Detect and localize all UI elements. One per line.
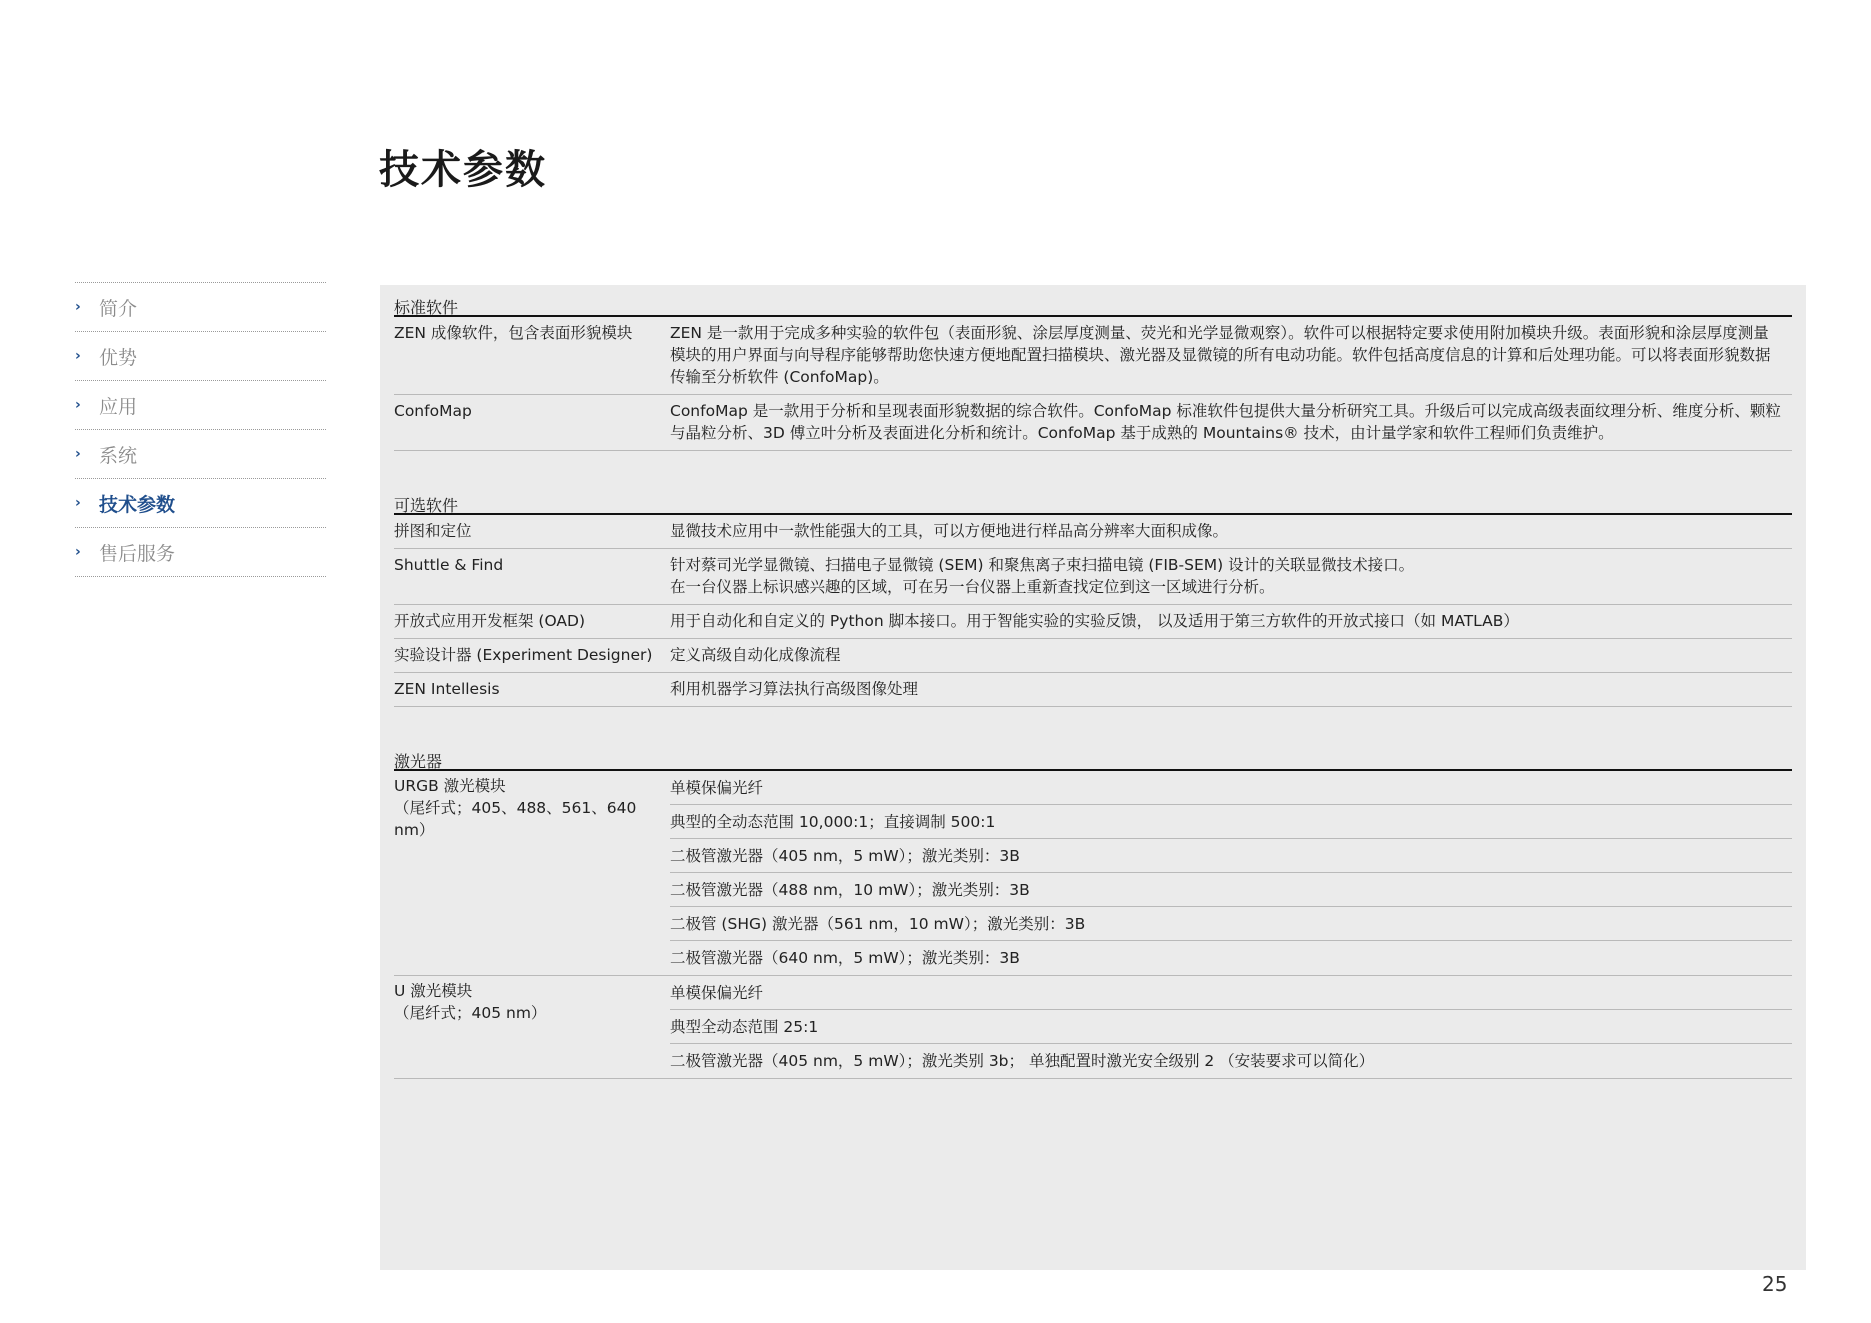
row-label: ConfoMap <box>394 402 472 420</box>
row-label: 拼图和定位 <box>394 522 472 540</box>
chevron-right-icon: › <box>75 446 81 462</box>
value-line: 在一台仪器上标识感兴趣的区域，可在另一台仪器上重新查找定位到这一区域进行分析。 <box>670 578 1275 596</box>
nav-item-label: 优势 <box>99 346 138 369</box>
value-line: 与晶粒分析、3D 傅立叶分析及表面进化分析和统计。ConfoMap 基于成熟的 Mountains® 技术，由计量学家和软件工程师们负责维护。 <box>670 424 1614 442</box>
chevron-right-icon: › <box>75 397 81 413</box>
value-line: 定义高级自动化成像流程 <box>670 646 841 664</box>
label-line: （尾纤式；405、488、561、640 nm） <box>394 799 637 839</box>
value-line: 针对蔡司光学显微镜、扫描电子显微镜 (SEM) 和聚焦离子束扫描电镜 (FIB-SEM) 设计的关联显微技术接口。 <box>670 556 1415 574</box>
table-row <box>394 317 1792 395</box>
page-title: 技术参数 <box>379 147 547 193</box>
value-line: ZEN 是一款用于完成多种实验的软件包（表面形貌、涂层厚度测量、荧光和光学显微观察）。软件可以根据特定要求使用附加模块升级。表面形貌和涂层厚度测量 <box>670 324 1769 342</box>
row-value <box>670 605 1792 638</box>
chevron-right-icon: › <box>75 495 81 511</box>
row-value <box>670 639 1792 672</box>
row-value <box>670 549 1792 604</box>
row-value <box>670 673 1792 706</box>
row-label: Shuttle & Find <box>394 556 504 574</box>
value-line: 显微技术应用中一款性能强大的工具，可以方便地进行样品高分辨率大面积成像。 <box>670 522 1229 540</box>
section-heading: 标准软件 <box>394 285 1792 317</box>
table-row <box>394 639 1792 673</box>
section-heading: 可选软件 <box>394 483 1792 515</box>
nav-item-service[interactable] <box>75 528 326 577</box>
table-row <box>394 515 1792 549</box>
nav-item-label: 售后服务 <box>99 542 176 565</box>
row-values <box>670 771 1792 975</box>
value-line: 模块的用户界面与向导程序能够帮助您快速方便地配置扫描模块、激光器及显微镜的所有电动功能。软件包括高度信息的计算和后处理功能。可以将表面形貌数据 <box>670 346 1771 364</box>
chevron-right-icon: › <box>75 348 81 364</box>
table-row <box>394 673 1792 707</box>
spec-table <box>394 285 1792 1079</box>
laser-module-urgb <box>394 771 1792 976</box>
table-row <box>394 605 1792 639</box>
row-label: 实验设计器 (Experiment Designer) <box>394 646 653 664</box>
value-line: 二极管激光器（488 nm，10 mW）；激光类别：3B <box>670 873 1792 907</box>
laser-module-u <box>394 976 1792 1079</box>
row-values <box>670 976 1792 1078</box>
row-value <box>670 317 1792 394</box>
nav-item-applications[interactable] <box>75 381 326 430</box>
row-label <box>394 976 670 1078</box>
table-row <box>394 395 1792 451</box>
value-line: 传输至分析软件 (ConfoMap)。 <box>670 368 889 386</box>
section-heading: 激光器 <box>394 739 1792 771</box>
nav-item-label: 系统 <box>99 444 138 467</box>
value-line: ConfoMap 是一款用于分析和呈现表面形貌数据的综合软件。ConfoMap 标准软件包提供大量分析研究工具。升级后可以完成高级表面纹理分析、维度分析、颗粒 <box>670 402 1781 420</box>
label-line: URGB 激光模块 <box>394 777 506 795</box>
table-row <box>394 549 1792 605</box>
row-label: ZEN Intellesis <box>394 680 500 698</box>
value-line: 典型全动态范围 25:1 <box>670 1010 1792 1044</box>
row-label: ZEN 成像软件，包含表面形貌模块 <box>394 324 633 342</box>
nav-item-label: 技术参数 <box>99 493 176 516</box>
nav-item-label: 应用 <box>99 395 138 418</box>
row-label <box>394 771 670 975</box>
nav-item-system[interactable] <box>75 430 326 479</box>
row-label: 开放式应用开发框架 (OAD) <box>394 612 585 630</box>
row-value <box>670 395 1792 450</box>
value-line: 单模保偏光纤 <box>670 771 1792 805</box>
value-line: 单模保偏光纤 <box>670 976 1792 1010</box>
value-line: 二极管 (SHG) 激光器（561 nm，10 mW）；激光类别：3B <box>670 907 1792 941</box>
nav-item-advantages[interactable] <box>75 332 326 381</box>
value-line: 用于自动化和自定义的 Python 脚本接口。用于智能实验的实验反馈， 以及适用于第三方软件的开放式接口（如 MATLAB） <box>670 612 1519 630</box>
label-line: （尾纤式；405 nm） <box>394 1004 547 1022</box>
value-line: 二极管激光器（640 nm，5 mW）；激光类别：3B <box>670 949 1020 967</box>
row-value <box>670 515 1792 548</box>
chevron-right-icon: › <box>75 544 81 560</box>
label-line: U 激光模块 <box>394 982 473 1000</box>
nav-item-label: 简介 <box>99 297 138 320</box>
spec-panel <box>380 285 1806 1270</box>
value-line: 二极管激光器（405 nm，5 mW）；激光类别 3b； 单独配置时激光安全级别 2 （安装要求可以简化） <box>670 1052 1375 1070</box>
value-line: 利用机器学习算法执行高级图像处理 <box>670 680 919 698</box>
nav-item-tech-specs[interactable] <box>75 479 326 528</box>
value-line: 典型的全动态范围 10,000:1；直接调制 500:1 <box>670 805 1792 839</box>
side-nav <box>75 282 326 577</box>
value-line: 二极管激光器（405 nm，5 mW）；激光类别：3B <box>670 839 1792 873</box>
nav-item-intro[interactable] <box>75 283 326 332</box>
chevron-right-icon: › <box>75 299 81 315</box>
page-number: 25 <box>1762 1272 1788 1296</box>
